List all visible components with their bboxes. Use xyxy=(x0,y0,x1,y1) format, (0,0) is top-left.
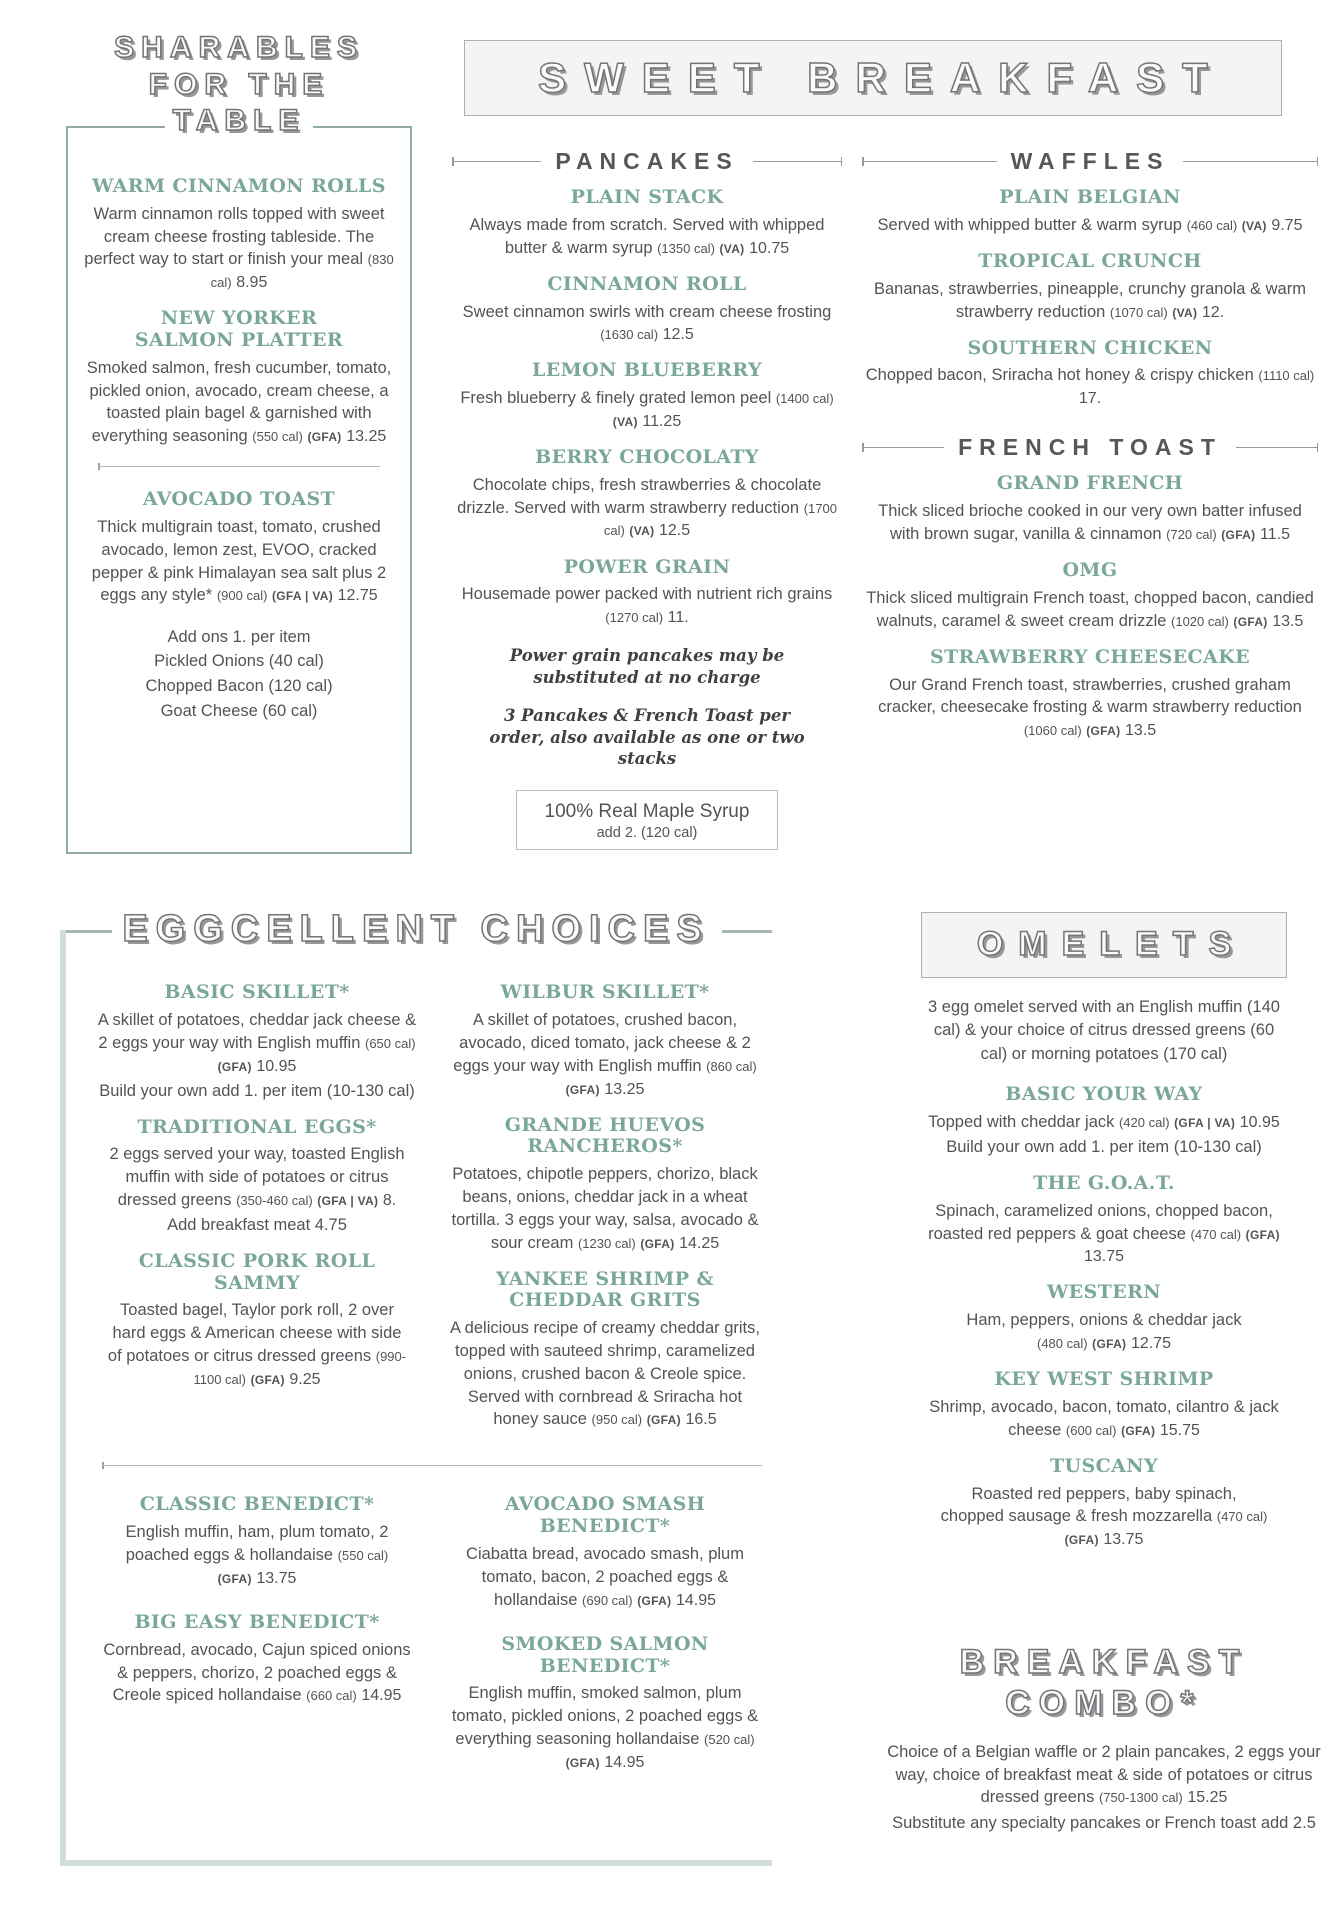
item-desc-text: A skillet of potatoes, crushed bacon, avocado, diced tomato, jack cheese & 2 eggs your way with English muffin xyxy=(453,1011,751,1075)
item-description xyxy=(84,516,394,607)
item-name: POWER GRAIN xyxy=(563,555,731,578)
item-name: PLAIN BELGIAN xyxy=(999,186,1181,208)
item-price: 13.75 xyxy=(1103,1531,1144,1549)
item-description xyxy=(862,587,1318,633)
item-price: 15.75 xyxy=(1159,1421,1200,1439)
item-price: 13.5 xyxy=(1272,612,1304,630)
item-desc-text: Bananas, strawberries, pineapple, crunchy granola & warm strawberry reduction xyxy=(874,279,1306,321)
item-diet-flags: (GFA) xyxy=(307,430,342,445)
item-name: SOUTHERN CHICKEN xyxy=(967,336,1213,359)
item-name: CLASSIC PORK ROLL SAMMY xyxy=(138,1249,376,1294)
item-price: 13.25 xyxy=(346,428,387,446)
addon-line: Add ons 1. per item xyxy=(167,627,311,646)
item-name: BERRY CHOCOLATY xyxy=(535,446,759,469)
item-calories: (1110 cal) xyxy=(1258,368,1315,384)
breakfast-combo-title-line: BREAKFAST xyxy=(959,1643,1249,1681)
addon-line: Chopped Bacon (120 cal) xyxy=(145,677,333,696)
item-description xyxy=(117,1521,397,1590)
item-calories: (1070 cal) xyxy=(1109,304,1168,320)
item-description xyxy=(84,203,394,294)
pancakes-section xyxy=(452,148,842,850)
omelets-section xyxy=(876,912,1332,1565)
item-diet-flags: (GFA) xyxy=(637,1593,672,1608)
item-desc-text: Choice of a Belgian waffle or 2 plain pancakes, 2 eggs your way, choice of breakfast meat & side of potatoes or citrus dressed greens xyxy=(887,1742,1321,1807)
item-price: 15.25 xyxy=(1187,1789,1228,1807)
item-diet-flags: (GFA | VA) xyxy=(317,1193,379,1208)
item-price: 13.75 xyxy=(256,1569,297,1587)
item-description xyxy=(954,1309,1254,1355)
item-price: 14.95 xyxy=(675,1591,717,1609)
item-price: 10.95 xyxy=(1239,1114,1280,1132)
sharables-section-border xyxy=(66,126,412,854)
item-calories: (1270 cal) xyxy=(605,610,664,626)
menu-item-yankee-shrimp-cheddar-grits xyxy=(444,1269,766,1432)
item-desc-text: Smoked salmon, fresh cucumber, tomato, pickled onion, avocado, cream cheese, a toasted plain bagel & garnished with everything seasoning xyxy=(86,358,392,446)
item-name: BASIC YOUR WAY xyxy=(1005,1083,1203,1106)
item-desc-text: Warm cinnamon rolls topped with sweet cream cheese frosting tableside. The perfect way to start or finish your meal xyxy=(84,204,385,269)
item-name: SMOKED SALMON BENEDICT* xyxy=(501,1632,709,1677)
item-diet-flags: (GFA) xyxy=(1233,614,1268,629)
item-calories: (520 cal) xyxy=(704,1731,755,1747)
item-calories: (1630 cal) xyxy=(600,327,659,343)
item-description xyxy=(444,1163,766,1254)
breakfast-combo-note: Substitute any specialty pancakes or French toast add 2.5 xyxy=(892,1813,1316,1832)
pancakes-note: Power grain pancakes may be substituted at no charge xyxy=(509,646,785,687)
benedicts-grid xyxy=(60,1494,772,1787)
heading-rule xyxy=(452,157,541,166)
item-calories: (480 cal) xyxy=(1037,1336,1088,1352)
item-desc-text: Spinach, caramelized onions, chopped bacon, roasted red peppers & goat cheese xyxy=(928,1201,1273,1243)
item-name: GRANDE HUEVOS RANCHEROS* xyxy=(504,1113,706,1158)
menu-item-traditional-eggs xyxy=(96,1117,418,1237)
item-price: 14.95 xyxy=(361,1687,402,1705)
item-price: 9.75 xyxy=(1271,216,1303,234)
item-price: 13.75 xyxy=(1083,1248,1125,1266)
item-name: GRAND FRENCH xyxy=(996,472,1184,495)
item-price: 9.25 xyxy=(289,1370,321,1388)
french-toast-heading-label: FRENCH TOAST xyxy=(958,434,1222,461)
menu-item-avocado-smash-benedict xyxy=(444,1494,766,1611)
item-price: 13.5 xyxy=(1125,722,1157,740)
item-diet-flags: (GFA) xyxy=(1221,527,1256,542)
item-name: NEW YORKER SALMON PLATTER xyxy=(134,307,344,352)
item-desc-text: Chopped bacon, Sriracha hot honey & crispy chicken xyxy=(865,366,1254,385)
menu-item-plain-belgian xyxy=(862,187,1318,237)
item-calories: (470 cal) xyxy=(1216,1509,1268,1525)
item-diet-flags: (GFA) xyxy=(1121,1423,1156,1438)
item-description xyxy=(107,1299,407,1390)
item-name: KEY WEST SHRIMP xyxy=(994,1368,1214,1391)
item-diet-flags: (VA) xyxy=(629,524,655,539)
menu-item-new-yorker-salmon-platter xyxy=(84,308,394,448)
pancakes-note: 3 Pancakes & French Toast per order, also available as one or two stacks xyxy=(489,705,805,769)
item-desc-text: 2 eggs served your way, toasted English muffin with side of potatoes or citrus dressed greens xyxy=(109,1145,405,1209)
item-diet-flags: (VA) xyxy=(1241,218,1267,233)
item-desc-text: Chocolate chips, fresh strawberries & chocolate drizzle. Served with warm strawberry reduction xyxy=(457,475,822,517)
item-diet-flags: (VA) xyxy=(719,241,745,256)
item-price: 13.25 xyxy=(604,1080,645,1098)
item-price: 12.5 xyxy=(662,326,694,344)
item-desc-text: Served with whipped butter & warm syrup xyxy=(877,215,1182,234)
item-description xyxy=(460,1543,750,1612)
item-desc-text: Always made from scratch. Served with whipped butter & warm syrup xyxy=(469,215,825,257)
sharables-title-line: FOR THE xyxy=(66,67,412,104)
item-price: 14.95 xyxy=(604,1753,645,1771)
item-name: TUSCANY xyxy=(1049,1454,1159,1477)
item-note: Build your own add 1. per item (10-130 cal) xyxy=(99,1081,415,1100)
heading-rule xyxy=(753,157,842,166)
item-description xyxy=(939,1483,1269,1552)
waffles-heading xyxy=(862,148,1318,175)
item-diet-flags: (GFA) xyxy=(250,1372,285,1387)
item-calories: (690 cal) xyxy=(582,1592,633,1608)
menu-item-classic-benedict xyxy=(96,1494,418,1589)
item-price: 8. xyxy=(382,1191,397,1209)
item-description xyxy=(914,1396,1294,1442)
item-price: 17. xyxy=(1078,390,1102,408)
benedicts-left-column xyxy=(96,1494,418,1787)
pancakes-heading-label: PANCAKES xyxy=(555,148,739,174)
item-diet-flags: (GFA) xyxy=(1245,1227,1280,1242)
item-diet-flags: (GFA) xyxy=(1092,1337,1127,1352)
item-name: BIG EASY BENEDICT* xyxy=(134,1610,380,1633)
omelets-banner xyxy=(921,912,1287,978)
item-diet-flags: (VA) xyxy=(612,414,638,429)
item-desc-text: Ham, peppers, onions & cheddar jack xyxy=(966,1311,1242,1330)
eggcellent-items-grid xyxy=(60,982,772,1445)
menu-item-berry-chocolaty xyxy=(452,447,842,542)
addon-line: Goat Cheese (60 cal) xyxy=(160,701,318,720)
item-name: YANKEE SHRIMP & CHEDDAR GRITS xyxy=(496,1267,714,1312)
item-name: PLAIN STACK xyxy=(570,186,724,208)
item-desc-text: Housemade power packed with nutrient rich grains xyxy=(461,585,833,604)
item-desc-text: Toasted bagel, Taylor pork roll, 2 over hard eggs & American cheese with side of potatoes or citrus dressed greens xyxy=(107,1301,402,1366)
item-description xyxy=(862,674,1318,743)
menu-item-tropical-crunch xyxy=(862,251,1318,324)
item-calories: (420 cal) xyxy=(1118,1115,1170,1131)
item-calories: (900 cal) xyxy=(216,588,268,604)
menu-item-power-grain xyxy=(452,557,842,630)
item-calories: (1400 cal) xyxy=(775,391,834,407)
item-name: BASIC SKILLET* xyxy=(164,981,350,1004)
item-name: STRAWBERRY CHEESECAKE xyxy=(930,645,1250,668)
item-description xyxy=(84,357,394,448)
item-calories: (830 cal) xyxy=(210,252,394,291)
item-calories: (460 cal) xyxy=(1186,217,1238,233)
item-description xyxy=(444,1009,766,1100)
item-price: 10.75 xyxy=(749,239,790,257)
french-toast-heading xyxy=(862,434,1318,461)
menu-item-big-easy-benedict xyxy=(96,1612,418,1707)
item-desc-text: Roasted red peppers, baby spinach, chopped sausage & fresh mozzarella xyxy=(940,1484,1237,1526)
item-name: TRADITIONAL EGGS* xyxy=(137,1115,377,1138)
item-desc-text: Thick sliced multigrain French toast, chopped bacon, candied walnuts, caramel & sweet cream drizzle xyxy=(866,588,1314,630)
item-description xyxy=(102,1639,412,1708)
item-diet-flags: (GFA) xyxy=(1086,724,1121,739)
omelets-intro: 3 egg omelet served with an English muffin (140 cal) & your choice of citrus dressed greens (60 cal) or morning potatoes (170 cal) xyxy=(928,998,1280,1063)
item-name: TROPICAL CRUNCH xyxy=(978,249,1202,272)
menu-item-omg xyxy=(862,560,1318,633)
pancakes-heading xyxy=(452,148,842,175)
item-price: 16.5 xyxy=(685,1411,717,1429)
menu-item-southern-chicken xyxy=(862,338,1318,411)
menu-item-avocado-toast xyxy=(84,489,394,607)
eggcellent-left-column xyxy=(96,982,418,1445)
menu-item-wilbur-skillet xyxy=(444,982,766,1100)
item-desc-text: Shrimp, avocado, bacon, tomato, cilantro & jack cheese xyxy=(929,1397,1279,1439)
item-price: 12.75 xyxy=(337,587,378,605)
item-name: AVOCADO SMASH BENEDICT* xyxy=(504,1493,706,1538)
item-price: 8.95 xyxy=(236,274,268,292)
item-description xyxy=(862,364,1318,410)
sharables-addons xyxy=(84,626,394,723)
item-note: Build your own add 1. per item (10-130 cal) xyxy=(946,1138,1262,1157)
item-desc-text: Thick sliced brioche cooked in our very own batter infused with brown sugar, vanilla & cinnamon xyxy=(878,502,1302,543)
item-diet-flags: (GFA) xyxy=(646,1413,681,1428)
item-calories: (1020 cal) xyxy=(1171,613,1229,629)
item-description xyxy=(862,500,1318,546)
item-price: 11.5 xyxy=(1260,525,1290,543)
maple-syrup-title: 100% Real Maple Syrup xyxy=(544,801,750,823)
omelets-title: OMELETS xyxy=(976,925,1247,964)
item-calories: (550 cal) xyxy=(252,429,303,445)
item-name: THE G.O.A.T. xyxy=(1033,1171,1175,1194)
item-calories: (350-460 cal) xyxy=(236,1192,313,1208)
item-price: 11.25 xyxy=(642,412,682,430)
menu-item-key-west-shrimp xyxy=(876,1369,1332,1442)
sharables-section xyxy=(68,128,410,723)
sharables-title-line: TABLE xyxy=(66,103,412,140)
heading-rule xyxy=(862,157,997,166)
menu-item-basic-your-way xyxy=(876,1084,1332,1159)
menu-item-lemon-blueberry xyxy=(452,360,842,433)
item-diet-flags: (GFA) xyxy=(640,1236,675,1251)
item-diet-flags: (GFA) xyxy=(217,1059,252,1074)
eggcellent-section xyxy=(60,906,772,1788)
item-price: 12.5 xyxy=(658,522,691,540)
item-desc-text: Our Grand French toast, strawberries, crushed graham cracker, cheesecake frosting & warm strawberry reduction xyxy=(878,675,1302,717)
sweet-breakfast-banner xyxy=(464,40,1282,116)
item-name: LEMON BLUEBERRY xyxy=(532,359,762,382)
item-diet-flags: (GFA) xyxy=(1064,1533,1099,1548)
item-description xyxy=(452,387,842,433)
item-name: OMG xyxy=(1062,558,1118,581)
benedicts-right-column xyxy=(444,1494,766,1787)
maple-syrup-price: add 2. (120 cal) xyxy=(596,825,698,842)
sharables-title-line: SHARABLES xyxy=(66,30,412,67)
item-description xyxy=(452,301,842,347)
item-calories: (860 cal) xyxy=(706,1058,757,1074)
menu-item-classic-pork-roll-sammy xyxy=(96,1251,418,1391)
item-calories: (650 cal) xyxy=(365,1035,416,1051)
item-calories: (1230 cal) xyxy=(577,1235,636,1251)
heading-rule xyxy=(862,443,944,452)
item-description xyxy=(452,474,842,543)
item-description xyxy=(862,278,1318,324)
item-desc-text: A delicious recipe of creamy cheddar grits, topped with sauteed shrimp, caramelized onions, crushed bacon & Creole spice. Served with cornbread & Sriracha hot honey sauce xyxy=(450,1319,760,1429)
item-calories: (1060 cal) xyxy=(1023,723,1082,739)
item-description xyxy=(444,1317,766,1431)
item-desc-text: Sweet cinnamon swirls with cream cheese frosting xyxy=(462,302,832,321)
item-description xyxy=(96,1009,418,1078)
item-calories: (990-1100 cal) xyxy=(193,1349,407,1387)
menu-item-plain-stack xyxy=(452,187,842,260)
waffles-french-toast-column xyxy=(862,148,1318,756)
item-description xyxy=(862,214,1318,237)
item-desc-text: A skillet of potatoes, cheddar jack cheese & 2 eggs your way with English muffin xyxy=(97,1011,417,1052)
item-note: Add breakfast meat 4.75 xyxy=(167,1216,347,1235)
item-desc-text: English muffin, smoked salmon, plum tomato, pickled onions, 2 poached eggs & everything seasoning hollandaise xyxy=(451,1684,759,1748)
item-diet-flags: (GFA) xyxy=(217,1571,252,1586)
item-calories: (550 cal) xyxy=(337,1548,389,1564)
eggcellent-title: EGGCELLENT CHOICES xyxy=(60,906,772,952)
item-desc-text: Fresh blueberry & finely grated lemon peel xyxy=(460,389,772,408)
item-name: CINNAMON ROLL xyxy=(547,272,747,295)
item-name: AVOCADO TOAST xyxy=(142,488,336,511)
menu-item-western xyxy=(876,1282,1332,1355)
item-price: 12. xyxy=(1201,303,1225,321)
maple-syrup-box xyxy=(516,790,779,850)
item-diet-flags: (GFA) xyxy=(565,1755,600,1770)
item-desc-text: Ciabatta bread, avocado smash, plum tomato, bacon, 2 poached eggs & hollandaise xyxy=(466,1545,744,1609)
item-calories: (750-1300 cal) xyxy=(1098,1790,1183,1806)
item-calories: (470 cal) xyxy=(1190,1226,1242,1242)
item-name: WESTERN xyxy=(1046,1281,1162,1304)
menu-item-the-goat xyxy=(876,1173,1332,1268)
item-price: 11. xyxy=(667,609,689,627)
item-price: 14.25 xyxy=(679,1234,720,1252)
item-name: WILBUR SKILLET* xyxy=(500,981,710,1004)
item-calories: (950 cal) xyxy=(591,1412,643,1428)
item-desc-text: Thick multigrain toast, tomato, crushed avocado, lemon zest, EVOO, cracked pepper & pink Himalayan sea salt plus 2 eggs any style* xyxy=(91,518,387,605)
item-diet-flags: (GFA | VA) xyxy=(272,589,334,604)
eggcellent-right-column xyxy=(444,982,766,1445)
item-desc-text: Potatoes, chipotle peppers, chorizo, black beans, onions, cheddar jack in a wheat tortilla. 3 eggs your way, salsa, avocado & sour cream xyxy=(451,1165,759,1252)
item-diet-flags: (GFA | VA) xyxy=(1174,1116,1236,1131)
item-name: WARM CINNAMON ROLLS xyxy=(92,175,386,197)
item-description xyxy=(96,1143,418,1212)
menu-item-basic-skillet xyxy=(96,982,418,1102)
menu-item-grand-french xyxy=(862,473,1318,546)
benedicts-divider xyxy=(102,1461,762,1470)
menu-item-smoked-salmon-benedict xyxy=(444,1634,766,1774)
breakfast-combo-title-line: COMBO* xyxy=(1005,1684,1203,1723)
item-description xyxy=(876,1111,1332,1134)
menu-item-strawberry-cheesecake xyxy=(862,647,1318,742)
heading-rule xyxy=(1183,157,1318,166)
menu-item-warm-cinnamon-rolls xyxy=(84,176,394,294)
item-desc-text: English muffin, ham, plum tomato, 2 poached eggs & hollandaise xyxy=(125,1523,389,1565)
item-calories: (660 cal) xyxy=(306,1688,357,1704)
menu-item-cinnamon-roll xyxy=(452,274,842,347)
item-description xyxy=(452,214,842,260)
breakfast-combo-description xyxy=(876,1741,1332,1810)
menu-item-grande-huevos-rancheros xyxy=(444,1115,766,1255)
heading-rule xyxy=(1236,443,1318,452)
menu-item-tuscany xyxy=(876,1456,1332,1551)
item-diet-flags: (VA) xyxy=(1172,305,1198,320)
item-calories: (1350 cal) xyxy=(657,240,715,256)
item-price: 12.75 xyxy=(1130,1335,1171,1353)
item-price: 10.95 xyxy=(256,1057,297,1075)
item-calories: (600 cal) xyxy=(1065,1422,1117,1438)
item-name: CLASSIC BENEDICT* xyxy=(139,1493,375,1516)
sweet-breakfast-title: SWEET BREAKFAST xyxy=(538,54,1226,102)
sharables-title xyxy=(66,30,412,140)
item-desc-text: Cornbread, avocado, Cajun spiced onions & peppers, chorizo, 2 poached eggs & Creole spiced hollandaise xyxy=(103,1640,411,1705)
item-calories: (1700 cal) xyxy=(603,500,837,539)
addon-line: Pickled Onions (40 cal) xyxy=(154,652,324,671)
waffles-heading-label: WAFFLES xyxy=(1010,148,1170,174)
item-calories: (720 cal) xyxy=(1166,526,1217,542)
item-desc-text: Topped with cheddar jack xyxy=(928,1113,1115,1132)
item-description xyxy=(914,1200,1294,1269)
item-description xyxy=(444,1682,766,1773)
item-diet-flags: (GFA) xyxy=(565,1082,600,1097)
breakfast-combo-section xyxy=(876,1642,1332,1834)
item-description xyxy=(452,583,842,629)
section-divider xyxy=(98,462,380,471)
